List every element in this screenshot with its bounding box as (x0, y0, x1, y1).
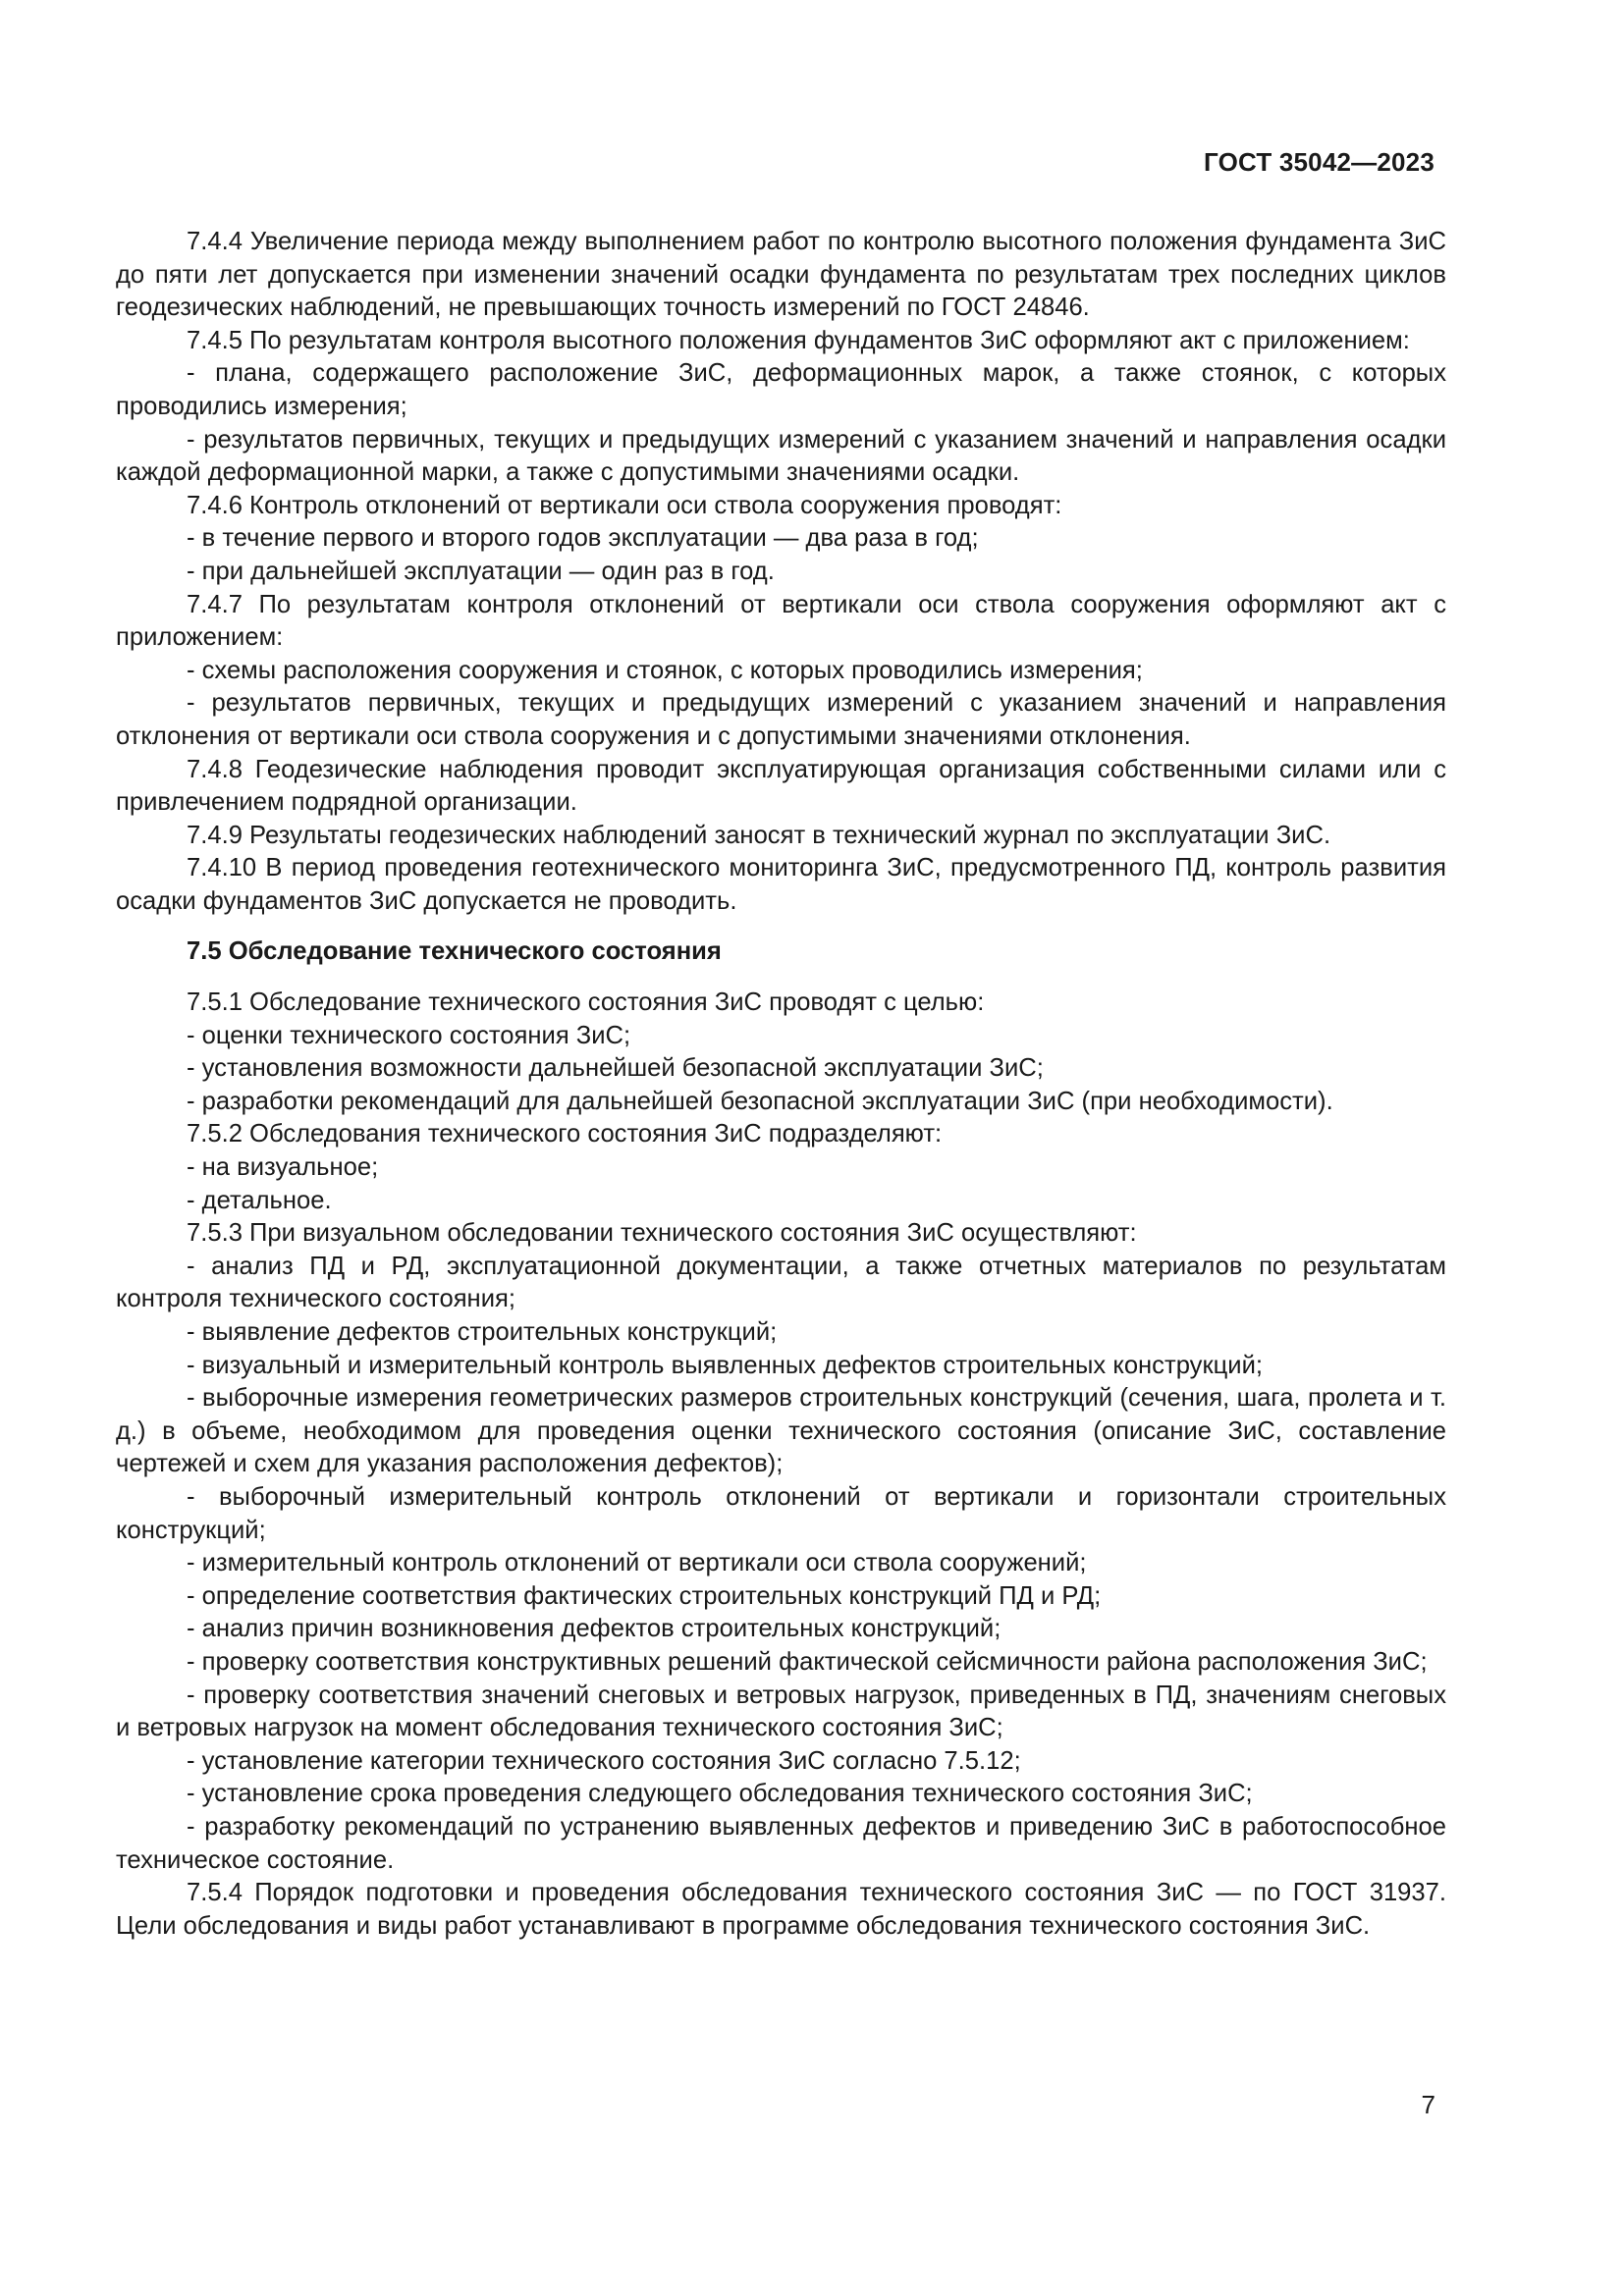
clause-7-4-9: 7.4.9 Результаты геодезических наблюдений заносят в технический журнал по эксплуатации ЗиС. (187, 821, 1331, 849)
list-item: - разработку рекомендаций по устранению выявленных дефектов и приведению ЗиС в работоспособное техническое состояние. (116, 1812, 1446, 1874)
clause-7-5-3: 7.5.3 При визуальном обследовании технического состояния ЗиС осуществляют: (187, 1219, 1137, 1248)
list-item: - проверку соответствия значений снеговых и ветровых нагрузок, приведенных в ПД, значениям снеговых и ветровых нагрузок на момент обследования технического состояния ЗиС; (116, 1681, 1446, 1742)
list-item: - выявление дефектов строительных конструкций; (187, 1318, 778, 1346)
section-heading-7-5: 7.5 Обследование технического состояния (187, 937, 722, 966)
page-number: 7 (1421, 2090, 1435, 2119)
list-item: - анализ причин возникновения дефектов строительных конструкций; (187, 1615, 1001, 1643)
list-item: - анализ ПД и РД, эксплуатационной документации, а также отчетных материалов по результатам контроля технического состояния; (116, 1252, 1446, 1313)
list-item: - результатов первичных, текущих и предыдущих измерений с указанием значений и направления отклонения от вертикали оси ствола сооружения и с допустимыми значениями отклонения. (116, 689, 1446, 750)
clause-7-4-8: 7.4.8 Геодезические наблюдения проводит эксплуатирующая организация собственными силами или с привлечением подрядной организации. (116, 755, 1446, 817)
list-item: - оценки технического состояния ЗиС; (187, 1021, 631, 1049)
list-item: - детальное. (187, 1186, 332, 1214)
list-item: - установление категории технического состояния ЗиС согласно 7.5.12; (187, 1746, 1021, 1775)
clause-7-4-6: 7.4.6 Контроль отклонений от вертикали оси ствола сооружения проводят: (187, 491, 1062, 519)
list-item: - проверку соответствия конструктивных решений фактической сейсмичности района расположения ЗиС; (187, 1647, 1428, 1676)
list-item: - на визуальное; (187, 1153, 379, 1182)
document-id-header: ГОСТ 35042—2023 (1204, 147, 1435, 177)
list-item: - визуальный и измерительный контроль выявленных дефектов строительных конструкций; (187, 1351, 1264, 1379)
clause-7-4-5: 7.4.5 По результатам контроля высотного положения фундаментов ЗиС оформляют акт с приложением: (187, 326, 1410, 354)
list-item: - в течение первого и второго годов эксплуатации — два раза в год; (187, 524, 979, 553)
list-item: - схемы расположения сооружения и стоянок, с которых проводились измерения; (187, 656, 1143, 684)
document-body (116, 226, 1446, 1943)
list-item: - выборочные измерения геометрических размеров строительных конструкций (сечения, шага, пролета и т. д.) в объеме, необходимом для проведения оценки технического состояния (описание ЗиС, составление чертежей и схем для указания расположения дефектов); (116, 1384, 1446, 1478)
list-item: - определение соответствия фактических строительных конструкций ПД и РД; (187, 1581, 1102, 1610)
list-item: - выборочный измерительный контроль отклонений от вертикали и горизонтали строительных конструкций; (116, 1482, 1446, 1544)
clause-7-4-4: 7.4.4 Увеличение периода между выполнением работ по контролю высотного положения фундамента ЗиС до пяти лет допускается при изменении значений осадки фундамента по результатам трех последних циклов геодезических наблюдений, не превышающих точность измерений по ГОСТ 24846. (116, 228, 1446, 322)
clause-7-4-7: 7.4.7 По результатам контроля отклонений от вертикали оси ствола сооружения оформляют акт с приложением: (116, 590, 1446, 652)
list-item: - измерительный контроль отклонений от вертикали оси ствола сооружений; (187, 1549, 1087, 1577)
list-item: - разработки рекомендаций для дальнейшей безопасной эксплуатации ЗиС (при необходимости). (187, 1087, 1333, 1115)
list-item: - результатов первичных, текущих и предыдущих измерений с указанием значений и направления осадки каждой деформационной марки, а также с допустимыми значениями осадки. (116, 425, 1446, 487)
clause-7-5-2: 7.5.2 Обследования технического состояния ЗиС подразделяют: (187, 1120, 943, 1148)
clause-7-5-1: 7.5.1 Обследование технического состояния ЗиС проводят с целью: (187, 988, 985, 1017)
clause-7-4-10: 7.4.10 В период проведения геотехнического мониторинга ЗиС, предусмотренного ПД, контроль развития осадки фундаментов ЗиС допускается не проводить. (116, 854, 1446, 915)
list-item: - установления возможности дальнейшей безопасной эксплуатации ЗиС; (187, 1054, 1044, 1083)
clause-7-5-4: 7.5.4 Порядок подготовки и проведения обследования технического состояния ЗиС — по ГОСТ 31937. Цели обследования и виды работ устанавливают в программе обследования технического состояния ЗиС. (116, 1879, 1446, 1940)
list-item: - плана, содержащего расположение ЗиС, деформационных марок, а также стоянок, с которых проводились измерения; (116, 359, 1446, 420)
list-item: - при дальнейшей эксплуатации — один раз в год. (187, 557, 775, 585)
list-item: - установление срока проведения следующего обследования технического состояния ЗиС; (187, 1780, 1253, 1808)
